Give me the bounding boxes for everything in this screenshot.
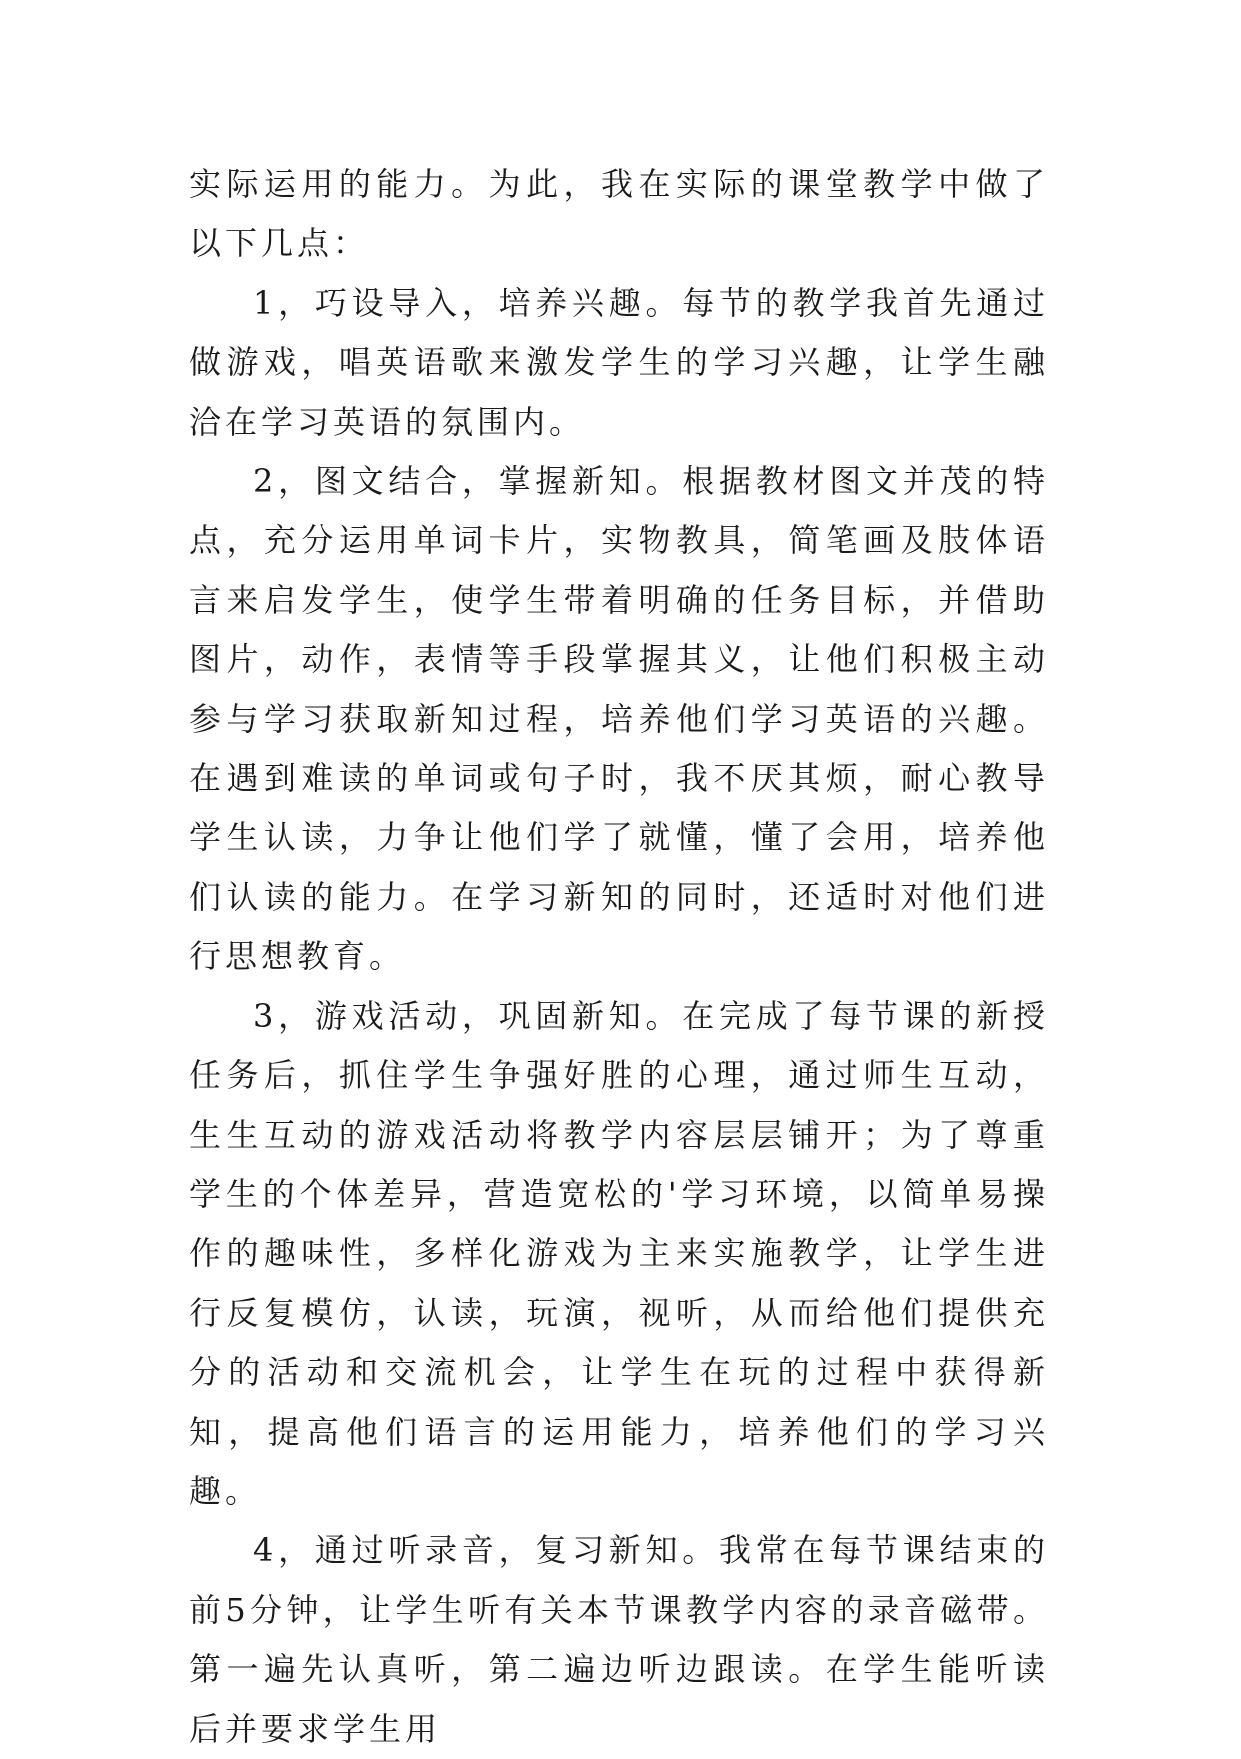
paragraph-point-4: 4，通过听录音，复习新知。我常在每节课结束的前5分钟，让学生听有关本节课教学内容的录音磁带。第一遍先认真听，第二遍边听边跟读。在学生能听读后并要求学生用 <box>189 1531 1049 1748</box>
paragraph-continuation: 实际运用的能力。为此，我在实际的课堂教学中做了以下几点： <box>189 165 1049 263</box>
paragraph-point-1: 1，巧设导入，培养兴趣。每节的教学我首先通过做游戏，唱英语歌来激发学生的学习兴趣，让学生融洽在学习英语的氛围内。 <box>189 283 1049 441</box>
document-body <box>189 155 1049 1759</box>
paragraph-point-3: 3，游戏活动，巩固新知。在完成了每节课的新授任务后，抓住学生争强好胜的心理，通过师生互动，生生互动的游戏活动将教学内容层层铺开；为了尊重学生的个体差异，营造宽松的'学习环境，以简单易操作的趣味性，多样化游戏为主来实施教学，让学生进行反复模仿，认读，玩演，视听，从而给他们提供充分的活动和交流机会，让学生在玩的过程中获得新知，提高他们语言的运用能力，培养他们的学习兴趣。 <box>189 996 1049 1510</box>
paragraph-point-2: 2，图文结合，掌握新知。根据教材图文并茂的特点，充分运用单词卡片，实物教具，简笔画及肢体语言来启发学生，使学生带着明确的任务目标，并借助图片，动作，表情等手段掌握其义，让他们积极主动参与学习获取新知过程，培养他们学习英语的兴趣。在遇到难读的单词或句子时，我不厌其烦，耐心教导学生认读，力争让他们学了就懂，懂了会用，培养他们认读的能力。在学习新知的同时，还适时对他们进行思想教育。 <box>189 462 1049 976</box>
